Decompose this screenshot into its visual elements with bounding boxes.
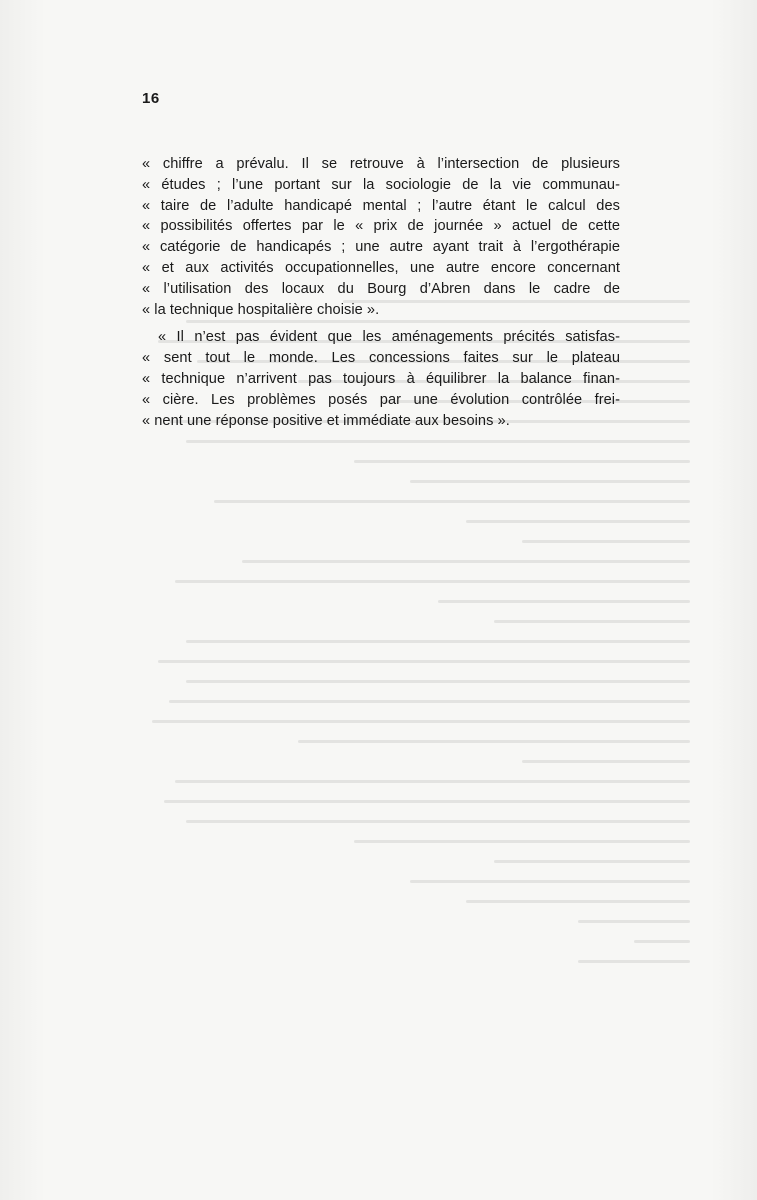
text-line: « la technique hospitalière choisie ».: [142, 301, 380, 318]
text-line: « l’utilisation des locaux du Bourg d’Abren dans le cadre de: [142, 280, 620, 297]
text-line: « possibilités offertes par le « prix de journée » actuel de cette: [142, 218, 620, 235]
text-line: « technique n’arrivent pas toujours à équilibrer la balance finan-: [142, 370, 620, 387]
paragraph-1: [142, 154, 620, 320]
body-text: [142, 154, 620, 431]
text-line: « cière. Les problèmes posés par une évolution contrôlée frei-: [142, 391, 620, 408]
text-line: « catégorie de handicapés ; une autre ayant trait à l’ergothérapie: [142, 239, 620, 256]
page-number: 16: [142, 90, 160, 107]
text-line: « chiffre a prévalu. Il se retrouve à l’intersection de plusieurs: [142, 156, 620, 172]
text-line: « taire de l’adulte handicapé mental ; l’autre étant le calcul des: [142, 197, 620, 214]
text-line: « nent une réponse positive et immédiate aux besoins ».: [142, 412, 510, 429]
text-line: « études ; l’une portant sur la sociologie de la vie communau-: [142, 176, 620, 193]
text-line: « Il n’est pas évident que les aménagements précités satisfas-: [158, 329, 620, 346]
paragraph-2: [142, 327, 620, 431]
text-line: « et aux activités occupationnelles, une autre encore concernant: [142, 259, 620, 276]
text-line: « sent tout le monde. Les concessions faites sur le plateau: [142, 350, 620, 367]
